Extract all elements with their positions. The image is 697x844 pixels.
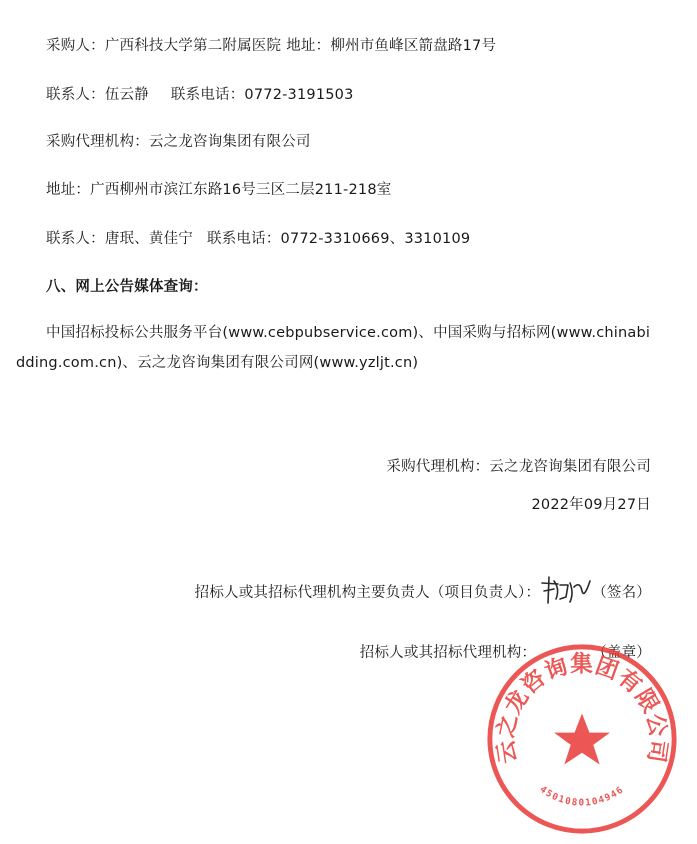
agency-contact-label: 联系人： xyxy=(46,231,105,247)
footer-agency-line: 采购代理机构：云之龙咨询集团有限公司 xyxy=(386,459,651,475)
agency-contact-line xyxy=(46,229,470,249)
agency-address: 广西柳州市滨江东路16号三区二层211-218室 xyxy=(90,182,392,198)
signature-line-prefix: 招标人或其招标代理机构主要负责人（项目负责人）： xyxy=(194,585,541,601)
seal-code-text: 4501080104946 xyxy=(537,783,627,809)
agency-name: 云之龙咨询集团有限公司 xyxy=(148,134,311,150)
agency-address-line xyxy=(46,180,391,200)
agency-line xyxy=(46,132,311,152)
handwritten-signature xyxy=(540,575,592,605)
agency-phone-label: 联系电话： xyxy=(207,231,281,247)
footer-date: 2022年09月27日 xyxy=(531,497,651,513)
purchaser-contact-line xyxy=(46,85,354,105)
section-heading: 八、网上公告媒体查询： xyxy=(46,279,208,295)
purchaser-name: 广西科技大学第二附属医院 xyxy=(104,38,282,54)
signature-line xyxy=(195,575,651,605)
svg-text:4501080104946 xyxy=(538,784,627,809)
purchaser-address-label: 地址： xyxy=(286,38,331,54)
purchaser-phone-label: 联系电话： xyxy=(170,87,245,103)
purchaser-label: 采购人： xyxy=(46,38,105,54)
purchaser-contact-label: 联系人： xyxy=(46,87,105,103)
media-paragraph: 中国招标投标公共服务平台(www.cebpubservice.com)、中国采购与招标网(www.chinabidding.com.cn)、云之龙咨询集团有限公司网(www.yzljt.cn) xyxy=(16,325,651,371)
purchaser-contact: 伍云静 xyxy=(104,87,149,103)
star-icon xyxy=(554,714,610,765)
agency-address-label: 地址： xyxy=(46,182,91,198)
agency-contact: 唐珉、黄佳宁 xyxy=(104,231,194,247)
purchaser-address: 柳州市鱼峰区箭盘路17号 xyxy=(330,38,497,54)
purchaser-phone: 0772-3191503 xyxy=(244,87,354,103)
seal-line-suffix: （盖章） xyxy=(592,645,651,661)
company-seal xyxy=(484,641,680,837)
agency-phone: 0772-3310669、3310109 xyxy=(280,231,471,247)
signature-line-suffix: （签名） xyxy=(592,585,651,601)
agency-label: 采购代理机构： xyxy=(46,134,149,150)
purchaser-line xyxy=(46,36,496,56)
seal-line-prefix: 招标人或其招标代理机构： xyxy=(359,645,537,661)
seal-company-text: 云之龙咨询集团有限公司 xyxy=(492,651,672,766)
